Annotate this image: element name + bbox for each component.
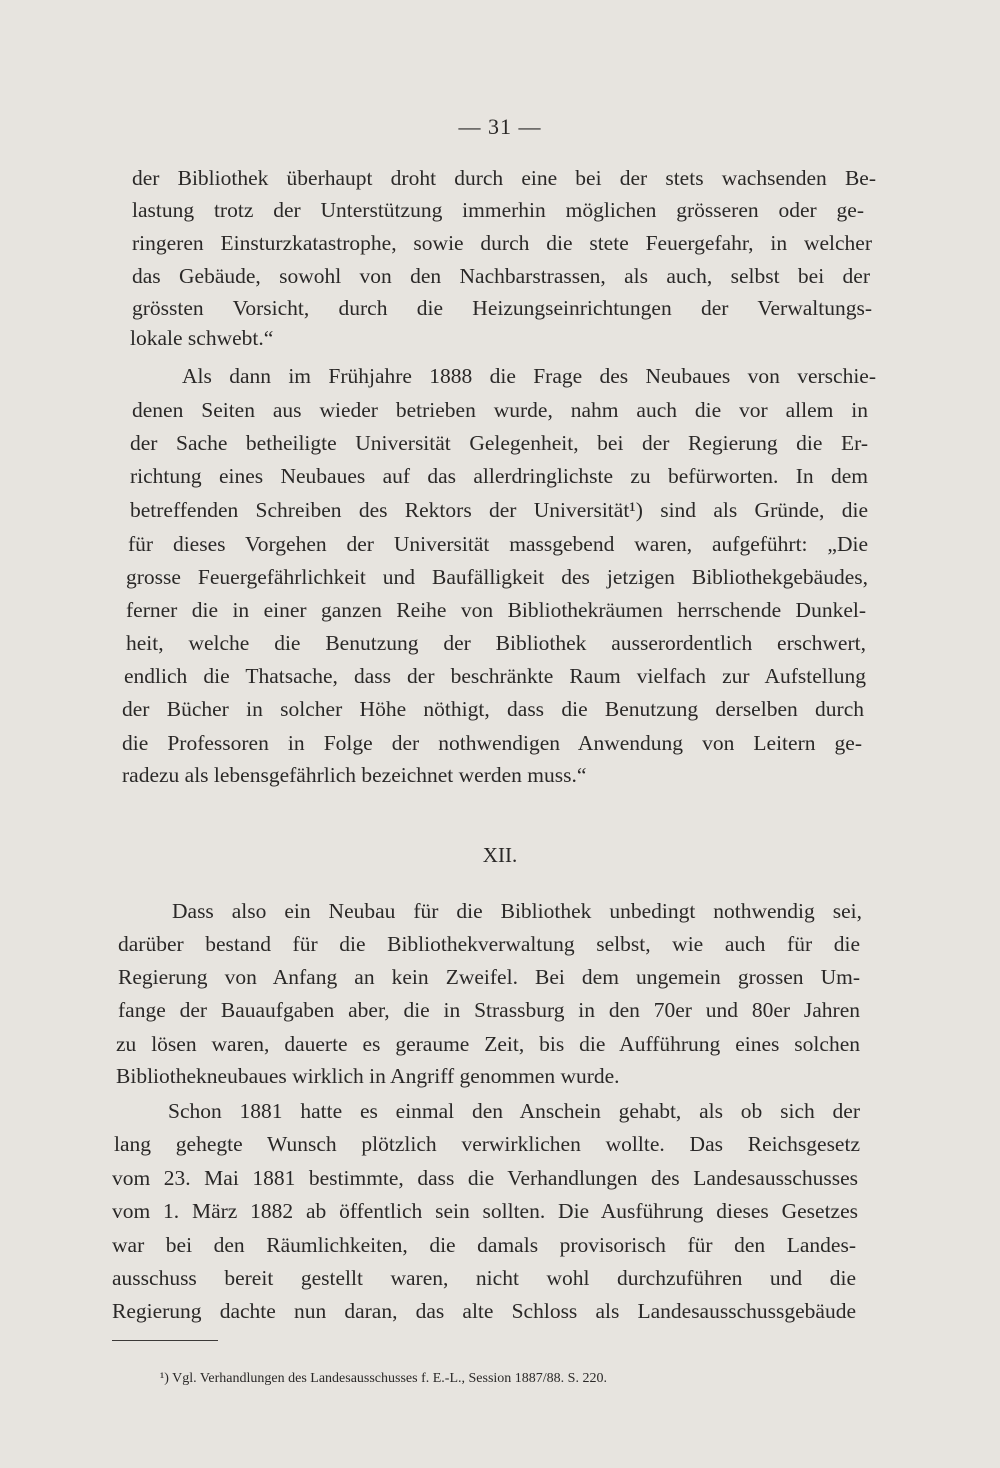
text-line: lastung trotz der Unterstützung immerhin möglichen grösseren oder ge- — [132, 198, 864, 222]
text-line: Dass also ein Neubau für die Bibliothek unbedingt nothwendig sei, — [172, 899, 862, 923]
text-line: vom 23. Mai 1881 bestimmte, dass die Verhandlungen des Landesausschusses — [112, 1166, 858, 1190]
text-line: die Professoren in Folge der nothwendigen Anwendung von Leitern ge- — [122, 731, 862, 755]
text-line: der Sache betheiligte Universität Gelegenheit, bei der Regierung die Er- — [130, 431, 868, 455]
text-line: Regierung dachte nun daran, das alte Schloss als Landesausschussgebäude — [112, 1299, 856, 1323]
text-line: lokale schwebt.“ — [130, 326, 274, 350]
text-line: Regierung von Anfang an kein Zweifel. Bei dem ungemein grossen Um- — [118, 965, 860, 989]
text-line: der Bibliothek überhaupt droht durch eine bei der stets wachsenden Be- — [132, 166, 876, 190]
text-line: darüber bestand für die Bibliothekverwaltung selbst, wie auch für die — [118, 932, 860, 956]
text-line: vom 1. März 1882 ab öffentlich sein sollten. Die Ausführung dieses Gesetzes — [112, 1199, 858, 1223]
text-line: der Bücher in solcher Höhe nöthigt, dass die Benutzung derselben durch — [122, 697, 864, 721]
text-line: zu lösen waren, dauerte es geraume Zeit, bis die Aufführung eines solchen — [116, 1032, 860, 1056]
text-line: lang gehegte Wunsch plötzlich verwirklichen wollte. Das Reichsgesetz — [114, 1132, 860, 1156]
footnote: ¹) Vgl. Verhandlungen des Landesausschusses f. E.-L., Session 1887/88. S. 220. — [160, 1371, 607, 1386]
text-line: endlich die Thatsache, dass der beschränkte Raum vielfach zur Aufstellung — [124, 664, 866, 688]
text-line: Als dann im Frühjahre 1888 die Frage des Neubaues von verschie- — [182, 364, 876, 388]
text-line: heit, welche die Benutzung der Bibliothek ausserordentlich erschwert, — [126, 631, 866, 655]
text-line: grosse Feuergefährlichkeit und Baufälligkeit des jetzigen Bibliothekgebäudes, — [126, 565, 868, 589]
text-line: Schon 1881 hatte es einmal den Anschein gehabt, als ob sich der — [168, 1099, 860, 1123]
text-line: betreffenden Schreiben des Rektors der Universität¹) sind als Gründe, die — [130, 498, 868, 522]
text-line: richtung eines Neubaues auf das allerdringlichste zu befürworten. In dem — [130, 464, 868, 488]
text-line: denen Seiten aus wieder betrieben wurde, nahm auch die vor allem in — [132, 398, 868, 422]
text-line: war bei den Räumlichkeiten, die damals provisorisch für den Landes- — [112, 1233, 856, 1257]
page-number: — 31 — — [458, 114, 542, 139]
text-line: das Gebäude, sowohl von den Nachbarstrassen, als auch, selbst bei der — [132, 264, 870, 288]
text-line: fange der Bauaufgaben aber, die in Strassburg in den 70er und 80er Jahren — [118, 998, 860, 1022]
text-line: ringeren Einsturzkatastrophe, sowie durch die stete Feuergefahr, in welcher — [132, 231, 872, 255]
text-line: Bibliothekneubaues wirklich in Angriff genommen wurde. — [116, 1064, 620, 1088]
text-line: ferner die in einer ganzen Reihe von Bibliothekräumen herrschende Dunkel- — [126, 598, 866, 622]
text-line: grössten Vorsicht, durch die Heizungseinrichtungen der Verwaltungs- — [132, 296, 872, 320]
section-heading: XII. — [482, 843, 518, 867]
text-line: radezu als lebensgefährlich bezeichnet werden muss.“ — [122, 763, 587, 787]
footnote-divider — [112, 1340, 218, 1341]
text-line: ausschuss bereit gestellt waren, nicht wohl durchzuführen und die — [112, 1266, 856, 1290]
text-line: für dieses Vorgehen der Universität massgebend waren, aufgeführt: „Die — [128, 532, 868, 556]
